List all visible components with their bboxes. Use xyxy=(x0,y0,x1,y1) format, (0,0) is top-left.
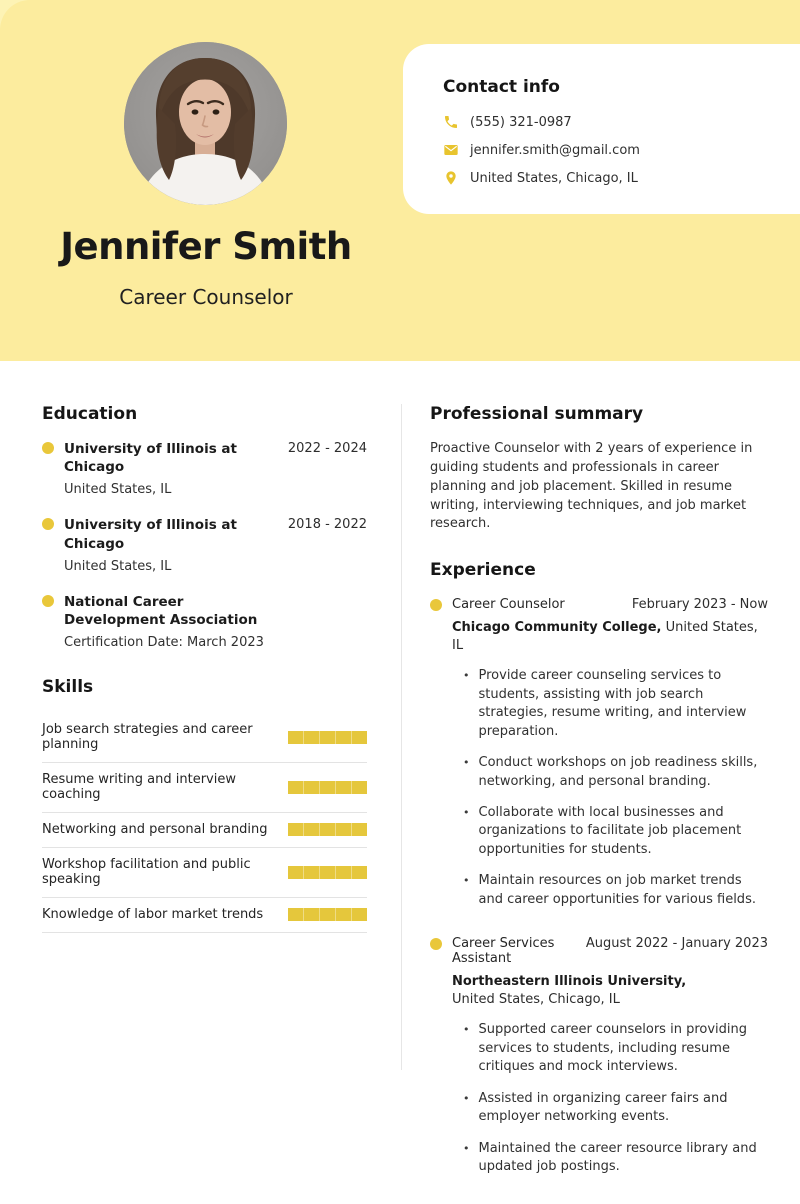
bullet-text: Maintain resources on job market trends and career opportunities for various fields. xyxy=(478,873,756,907)
location-text: United States, Chicago, IL xyxy=(470,170,638,186)
job-company-line xyxy=(430,619,768,654)
bullet-dot-icon xyxy=(430,599,442,611)
location-icon xyxy=(443,170,459,186)
skills-section xyxy=(42,677,367,933)
education-date: 2018 - 2022 xyxy=(287,517,367,533)
bullet-dot-icon xyxy=(42,595,54,607)
skill-row xyxy=(42,713,367,763)
skill-row xyxy=(42,813,367,848)
job-role: Career Counselor xyxy=(452,597,565,613)
education-subtitle: United States, IL xyxy=(64,558,172,574)
contact-row-email xyxy=(443,142,780,158)
bullet-glyph: • xyxy=(463,756,470,770)
skill-row xyxy=(42,898,367,933)
bullet-dot-icon xyxy=(42,518,54,530)
job-location: United States, IL xyxy=(452,620,758,653)
job-bullet xyxy=(430,754,768,791)
education-date: 2022 - 2024 xyxy=(287,441,367,456)
phone-text: (555) 321-0987 xyxy=(470,114,572,130)
job-dates: February 2023 - Now xyxy=(631,597,768,613)
bullet-glyph: • xyxy=(463,874,470,888)
bullet-glyph: • xyxy=(463,1141,470,1155)
job-bullet xyxy=(430,667,768,741)
summary-text: Proactive Counselor with 2 years of experience in guiding students and professionals in career planning and job placement. Skilled in resume writing, interviewing techniques, and job market research. xyxy=(430,441,753,532)
skill-level-bar xyxy=(288,781,367,794)
job-company-line xyxy=(430,973,768,1008)
bullet-text: Provide career counseling services to students, assisting with job search strategies, resume writing, and interview preparation. xyxy=(478,668,747,739)
contact-row-location xyxy=(443,170,780,186)
education-heading: Education xyxy=(42,404,138,424)
bullet-text: Supported career counselors in providing services to students, including resume critiques and mock interviews. xyxy=(478,1022,747,1075)
person-name: Jennifer Smith xyxy=(60,225,352,268)
skill-label: Networking and personal branding xyxy=(42,822,268,838)
skill-row xyxy=(42,763,367,813)
skill-level-bar xyxy=(288,731,367,744)
job-bullet xyxy=(430,1140,768,1177)
resume-header xyxy=(0,0,800,361)
contact-heading: Contact info xyxy=(443,77,560,97)
job-bullet xyxy=(430,1021,768,1076)
skill-label: Resume writing and interview coaching xyxy=(42,772,236,803)
bullet-glyph: • xyxy=(463,806,470,820)
skill-label: Job search strategies and career planning xyxy=(42,722,253,753)
bullet-text: Conduct workshops on job readiness skills, networking, and personal branding. xyxy=(478,755,758,789)
skill-label: Knowledge of labor market trends xyxy=(42,907,264,923)
education-title: University of Illinois at Chicago xyxy=(64,441,237,476)
job-bullet xyxy=(430,804,768,859)
right-column xyxy=(430,404,768,1204)
education-subtitle: Certification Date: March 2023 xyxy=(64,635,264,651)
skill-level-bar xyxy=(288,823,367,836)
education-title: National Career Development Association xyxy=(64,593,258,629)
skill-row xyxy=(42,848,367,898)
person-job-title: Career Counselor xyxy=(119,284,293,309)
contact-card xyxy=(403,44,800,214)
left-column xyxy=(42,404,367,933)
bullet-text: Collaborate with local businesses and organizations to facilitate job placement opportunities for students. xyxy=(478,805,742,857)
job-location: United States, Chicago, IL xyxy=(452,991,620,1007)
job-company: Northeastern Illinois University, xyxy=(452,974,687,990)
job-bullets xyxy=(430,667,768,909)
phone-icon xyxy=(443,114,459,130)
skills-heading: Skills xyxy=(42,677,94,698)
bullet-glyph: • xyxy=(463,669,470,683)
bullet-text: Assisted in organizing career fairs and employer networking events. xyxy=(478,1090,728,1125)
job-bullets xyxy=(430,1021,768,1176)
education-subtitle: United States, IL xyxy=(64,482,172,498)
skill-level-bar xyxy=(288,908,367,921)
education-title: University of Illinois at Chicago xyxy=(64,517,237,552)
identity-block xyxy=(0,227,412,309)
profile-photo xyxy=(124,42,287,205)
skill-level-bar xyxy=(288,866,367,879)
experience-section xyxy=(430,560,768,1176)
bullet-text: Maintained the career resource library and updated job postings. xyxy=(478,1140,757,1175)
job-company: Chicago Community College, xyxy=(452,620,662,636)
job-role: Career Services Assistant xyxy=(452,936,555,967)
experience-heading: Experience xyxy=(430,560,536,581)
job-bullet xyxy=(430,1090,768,1127)
experience-item xyxy=(430,936,768,1176)
email-icon xyxy=(443,142,459,158)
bullet-dot-icon xyxy=(42,442,54,454)
bullet-dot-icon xyxy=(430,938,442,950)
bullet-glyph: • xyxy=(463,1091,470,1105)
contact-row-phone xyxy=(443,114,780,130)
skill-label: Workshop facilitation and public speaking xyxy=(42,857,251,888)
job-dates: August 2022 - January 2023 xyxy=(585,936,768,952)
education-item xyxy=(42,440,367,497)
column-divider xyxy=(401,404,402,1070)
job-bullet xyxy=(430,872,768,909)
email-text: jennifer.smith@gmail.com xyxy=(470,142,640,158)
education-item xyxy=(42,516,367,573)
education-item xyxy=(42,593,367,650)
portrait-illustration xyxy=(124,42,287,205)
bullet-glyph: • xyxy=(463,1023,470,1037)
summary-heading: Professional summary xyxy=(430,404,644,424)
experience-item xyxy=(430,597,768,909)
